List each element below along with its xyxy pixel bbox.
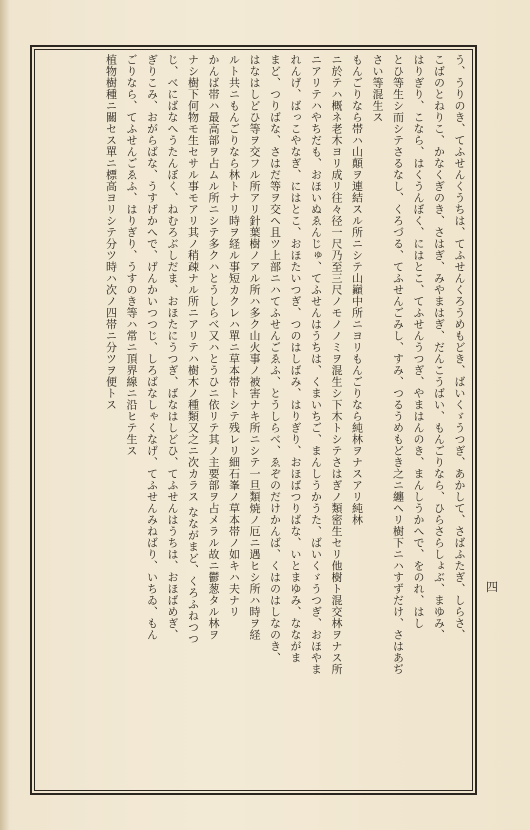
text-column: もんごりなら帯ハ山顛ヲ連結スル所ニシテ山巓中所ニヨリもんごりなら純林ヲナスアリ純林 xyxy=(350,54,364,526)
text-column: まど、つりばな、さはだ等ヲ交ヘ且ツ上部ニハてふせんごゑふ、とうしらべ、ゑぞのだけかんば、くはのはしなのき、 xyxy=(268,54,282,664)
text-column: れんげ、ばっこやなぎ、にはとこ、おほたいつぎ、つのはしばみ、はりぎり、おほばつりばな、いとまゆみ、なながま xyxy=(289,54,302,664)
vertical-text-area xyxy=(38,54,469,786)
text-column: ナシ樹下何物モ生セサル事モアリ其ノ稍疎ナル所ニアリテハ樹木ノ種類又之ニ次カラス なながまど、くろふねつつ xyxy=(186,54,200,645)
text-column: ニアリテハやちだも、おほいぬゑんじゅ、てふせんはうちは、くまいちご、まんしうかうた、ばいくゞうつぎ、おほやま xyxy=(309,54,323,675)
text-column: ニ於テハ概ネ老木ヨリ成リ往々径一尺乃至三尺ノモノノミヲ混生シ下木トシテさはぎノ類密生セリ他樹ト混交林ヲナス所 xyxy=(330,54,343,675)
text-column: ルト共ニもんごりなら林トナリ時ヲ経ル事短カクレハ單ニ草本帯トシテ残レリ細石峯ノ草本帯ノ如キハ夫ナリ xyxy=(227,54,241,618)
text-column: じ、べにばなへうたんぼく、ねむろぶしだま、おほたにうつぎ、ばなはしどひ、てふせんはうちは、おほばめぎ、 xyxy=(166,54,179,641)
text-column: ごりなら、てふせんごゑふ、はりぎり、うすのき等ハ常ニ頂界線ニ沿ヒテ生ス xyxy=(125,54,138,457)
text-column: とひ等生シ而シテさるなし、くろづる、てふせんごみし、すみ、つるうめもどき之ニ纏ヘリ樹下ニハすずだけ、さはあぢ xyxy=(391,54,405,675)
text-column: かんば帯ハ最高部ヲ占ムル所ニシテ多クハとうしらべ又ハとうひニ依リテ其ノ主要部ヲ占メラル故ニ鬱葱タル林ヲ xyxy=(207,54,220,641)
text-column: はりぎり、こなら、はくうんぼく、にはとこ、てふせんうつぎ、やまはんのき、まんしうかへで、をのれ、はし xyxy=(412,54,425,629)
text-column: う、うりのき、てふせんくうちは、てふせんくろうめもどき、ばいくゞうつぎ、あかして、さばふたぎ、しらさ、 xyxy=(453,54,466,641)
text-column: ぎりこみ、おがらばな、うすげかへで、げんかいつつじ、しろばなしゃくなげ、てふせんみねばり、いちゐ、もん xyxy=(145,54,159,641)
page-gutter-shadow xyxy=(0,0,10,830)
text-column: 植物樹種ニ關セス單ニ標高ヨリシテ分ツ時ハ次ノ四帯ニ分ツヲ便トス xyxy=(104,54,118,411)
text-column: さい等混生ス xyxy=(371,54,384,123)
text-column: はなはしどひ等ヲ交フル所アリ針葉樹ノアル所ハ多ク山火事ノ被害ナキ所ニシテ一旦類焼ノ厄ニ遇ヒシ所ハ時ヲ経 xyxy=(248,54,261,641)
page-number: 四 xyxy=(485,580,498,594)
text-columns xyxy=(38,54,469,786)
text-column: こばのとねりこ、かなくぎのき、さはぎ、みやまはぎ、だんこうばい、もんごりなら、ひらさらしょぶ、まゆみ、 xyxy=(432,54,446,641)
